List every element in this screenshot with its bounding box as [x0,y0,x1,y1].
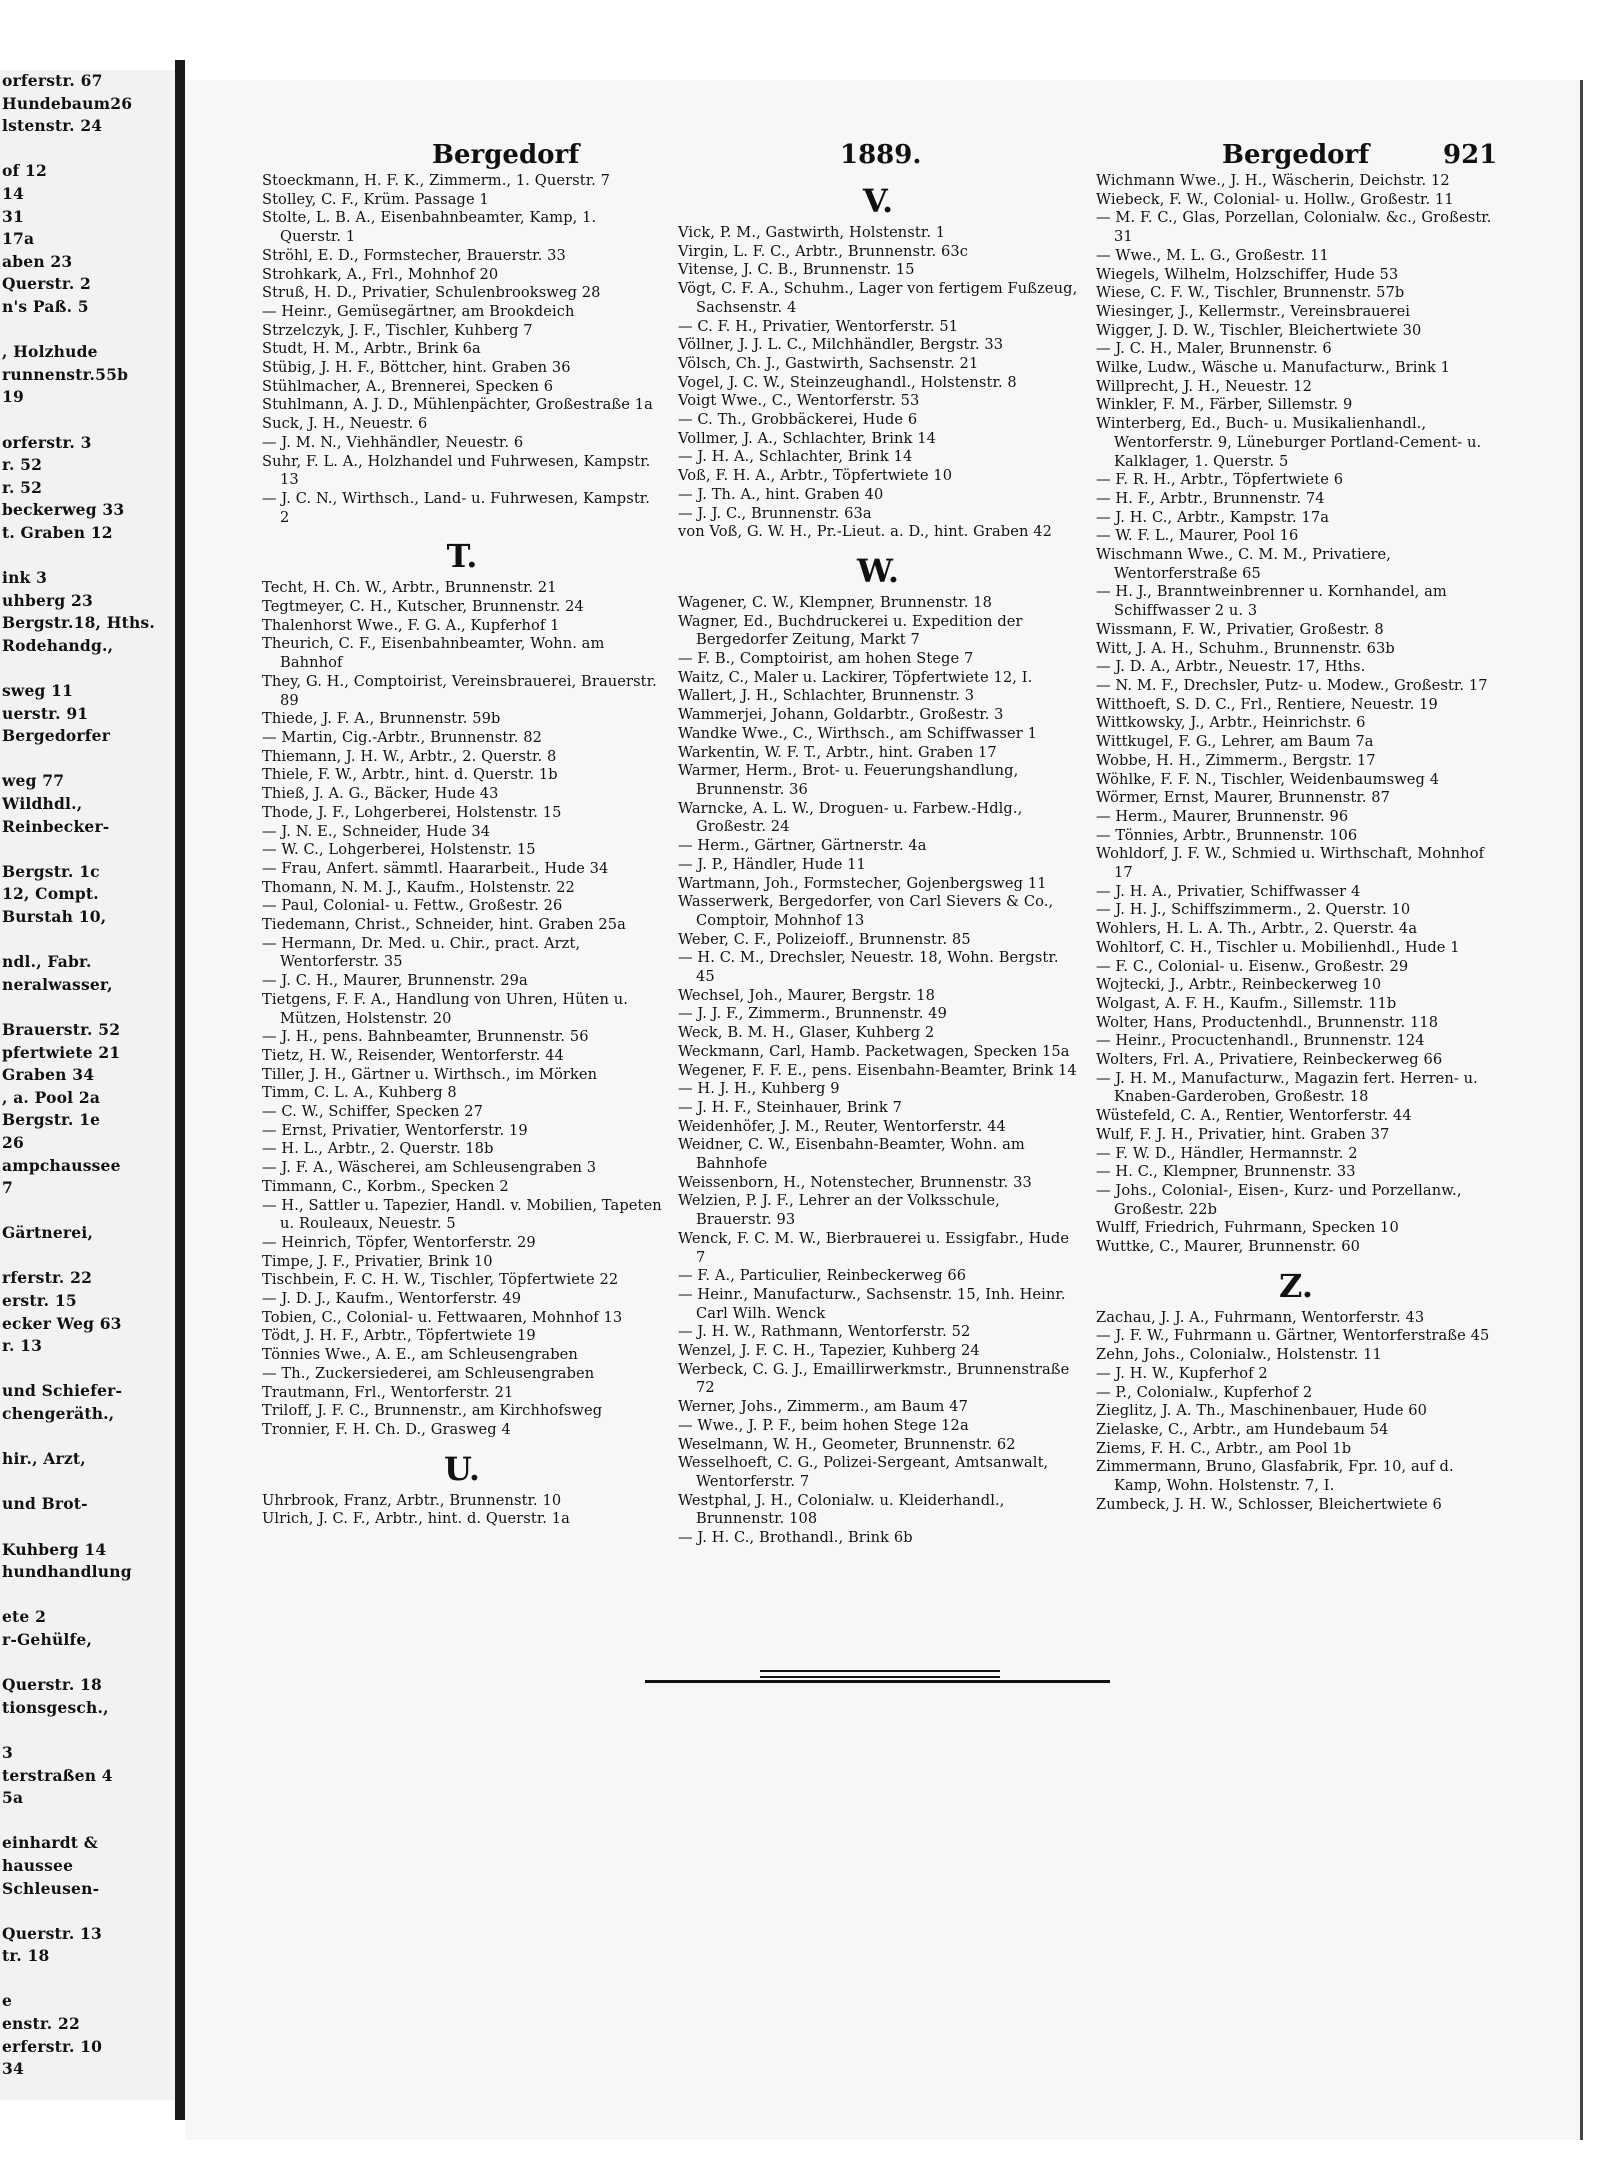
directory-entry: — M. F. C., Glas, Porzellan, Colonialw. &c., Großestr. 31 [1096,209,1492,246]
facing-page-line: hundhandlung [2,1562,132,1582]
directory-entry: Wüstefeld, C. A., Rentier, Wentorferstr. 44 [1096,1107,1412,1125]
directory-entry: Timm, C. L. A., Kuhberg 8 [262,1084,457,1102]
directory-entry: Weidenhöfer, J. M., Reuter, Wentorferstr. 44 [678,1117,1006,1135]
directory-entry: Welzien, P. J. F., Lehrer an der Volksschule, Brauerstr. 93 [678,1192,1000,1229]
facing-page-line [0,1584,175,1607]
directory-entry: — H. J. H., Kuhberg 9 [678,1080,840,1098]
directory-entry: Stübig, J. H. F., Böttcher, hint. Graben 36 [262,359,571,377]
facing-page-line [0,1471,175,1494]
facing-page-line: erferstr. 10 [2,2036,103,2056]
directory-entry: — Paul, Colonial- u. Fettw., Großestr. 26 [262,897,563,915]
header-place-right: Bergedorf [1222,140,1370,170]
directory-entry: — J. H. W., Kupferhof 2 [1096,1364,1268,1382]
facing-page-line: uerstr. 91 [2,703,89,723]
directory-entry: Tietgens, F. F. A., Handlung von Uhren, Hüten u. Mützen, Holstenstr. 20 [262,990,628,1027]
facing-page-line: tr. 18 [2,1946,50,1966]
directory-entry: — J. H. F., Steinhauer, Brink 7 [678,1098,902,1116]
section-letter: T. [446,537,478,576]
directory-entry: Ziems, F. H. C., Arbtr., am Pool 1b [1096,1439,1352,1457]
facing-page-line: uhberg 23 [2,590,94,610]
facing-page-line: 26 [2,1132,24,1152]
facing-page-line: 5a [2,1788,24,1808]
facing-page-line: orferstr. 67 [2,71,103,90]
facing-page-line: Brauerstr. 52 [2,1019,121,1039]
directory-entry: — J. M. N., Viehhändler, Neuestr. 6 [262,433,524,451]
directory-entry: — H. F., Arbtr., Brunnenstr. 74 [1096,489,1325,507]
facing-page-line: Querstr. 18 [2,1675,102,1695]
directory-entry: Tönnies Wwe., A. E., am Schleusengraben [262,1346,578,1364]
directory-entry: Wiese, C. F. W., Tischler, Brunnenstr. 57b [1096,284,1405,302]
facing-page-line: terstraßen 4 [2,1765,113,1785]
directory-entry: Zachau, J. J. A., Fuhrmann, Wentorferstr. 43 [1096,1308,1425,1326]
facing-page-line: Reinbecker- [2,816,110,836]
directory-entry: Tödt, J. H. F., Arbtr., Töpfertwiete 19 [262,1327,536,1345]
directory-entry: — Heinr., Manufacturw., Sachsenstr. 15, Inh. Heinr. Carl Wilh. Wenck [678,1285,1066,1322]
section-letter: V. [862,182,894,220]
directory-entry: — J. H., pens. Bahnbeamter, Brunnenstr. 56 [262,1028,589,1046]
facing-page-line: 12, Compt. [2,884,99,904]
directory-entry: — F. B., Comptoirist, am hohen Stege 7 [678,650,974,668]
directory-entry: Wigger, J. D. W., Tischler, Bleichertwiete 30 [1096,321,1422,339]
directory-entry: Thiemann, J. H. W., Arbtr., 2. Querstr. 8 [262,747,557,765]
directory-entry: Wolgast, A. F. H., Kaufm., Sillemstr. 11b [1096,994,1397,1012]
section-letter: Z. [1279,1266,1313,1305]
directory-entry: Trautmann, Frl., Wentorferstr. 21 [262,1383,514,1401]
directory-entry: Warmer, Herm., Brot- u. Feuerungshandlung, Brunnenstr. 36 [678,762,1019,798]
directory-entry: — P., Colonialw., Kupferhof 2 [1096,1383,1313,1401]
directory-column-2 [678,172,1078,1548]
directory-entry: Thiele, F. W., Arbtr., hint. d. Querstr. 1b [262,766,558,784]
directory-entry: Völlner, J. J. L. C., Milchhändler, Bergstr. 33 [678,336,1004,354]
facing-page-line: Gärtnerei, [2,1223,94,1243]
directory-entry: Weselmann, W. H., Geometer, Brunnenstr. 62 [678,1435,1016,1453]
directory-entry: Stolley, C. F., Krüm. Passage 1 [262,190,489,208]
facing-page-line: 19 [2,387,24,407]
facing-page-line: Querstr. 13 [2,1923,102,1943]
directory-entry: — C. W., Schiffer, Specken 27 [262,1103,483,1121]
directory-entry: Waitz, C., Maler u. Lackirer, Töpfertwiete 12, I. [678,668,1033,686]
facing-page-line: beckerweg 33 [2,500,125,520]
directory-entry: Ulrich, J. C. F., Arbtr., hint. d. Querstr. 1a [262,1510,570,1528]
facing-page-line: und Brot- [2,1494,88,1514]
directory-entry: Wammerjei, Johann, Goldarbtr., Großestr. 3 [678,706,1004,724]
facing-page-line: chengeräth., [2,1404,115,1424]
directory-entry: — Ernst, Privatier, Wentorferstr. 19 [262,1121,528,1139]
directory-entry: — W. C., Lohgerberei, Holstenstr. 15 [262,841,536,859]
facing-page-line: ecker Weg 63 [2,1313,122,1333]
directory-entry: — F. R. H., Arbtr., Töpfertwiete 6 [1096,471,1344,489]
directory-entry: Theurich, C. F., Eisenbahnbeamter, Wohn. am Bahnhof [262,635,605,672]
facing-page-line: e [2,1991,13,2011]
directory-entry: — Wwe., M. L. G., Großestr. 11 [1096,246,1329,264]
facing-page-line [0,1516,175,1539]
directory-entry: Wilke, Ludw., Wäsche u. Manufacturw., Brink 1 [1096,359,1451,377]
section-letter: U. [443,1449,481,1488]
directory-entry: Wolters, Frl. A., Privatiere, Reinbeckerweg 66 [1096,1051,1443,1069]
end-rule [645,1680,1110,1683]
directory-entry: Warkentin, W. F. T., Arbtr., hint. Graben 17 [678,743,997,761]
directory-entry: Werner, Johs., Zimmerm., am Baum 47 [678,1398,968,1416]
directory-entry: Wohldorf, J. F. W., Schmied u. Wirthschaft, Mohnhof 17 [1096,845,1485,882]
directory-entry: Weissenborn, H., Notenstecher, Brunnenstr. 33 [678,1173,1032,1191]
directory-entry: — J. C. H., Maler, Brunnenstr. 6 [1096,340,1332,358]
facing-page-line: t. Graben 12 [2,522,113,542]
directory-entry: Strzelczyk, J. F., Tischler, Kuhberg 7 [262,321,533,339]
facing-page-line: r. 52 [2,477,43,497]
directory-entry: Suck, J. H., Neuestr. 6 [262,415,428,433]
directory-entry: — J. C. H., Maurer, Brunnenstr. 29a [262,972,528,990]
directory-entry: — J. H. J., Schiffszimmerm., 2. Querstr. 10 [1096,901,1411,919]
facing-page-line: hir., Arzt, [2,1449,86,1469]
directory-entry: Willprecht, J. H., Neuestr. 12 [1096,377,1313,395]
directory-entry: Vitense, J. C. B., Brunnenstr. 15 [678,261,915,279]
directory-entry: Vick, P. M., Gastwirth, Holstenstr. 1 [678,224,946,241]
directory-entry: Ströhl, E. D., Formstecher, Brauerstr. 33 [262,246,566,264]
facing-page-line: Hundebaum26 [2,93,133,113]
facing-page-line [0,1200,175,1223]
book-gutter [175,60,185,2120]
directory-entry: Wittkugel, F. G., Lehrer, am Baum 7a [1096,733,1374,751]
facing-page-line: n's Paß. 5 [2,296,89,316]
facing-page-line: ampchaussee [2,1155,121,1175]
facing-page-line: 3 [2,1742,13,1762]
directory-entry: Thieß, J. A. G., Bäcker, Hude 43 [262,785,499,803]
directory-entry: Thalenhorst Wwe., F. G. A., Kupferhof 1 [262,616,560,634]
facing-page-line: Bergstr. 1c [2,861,100,881]
facing-page-line: Bergstr. 1e [2,1110,101,1130]
facing-page-line [0,1968,175,1991]
directory-entry: Werbeck, C. G. J., Emaillirwerkmstr., Brunnenstraße 72 [678,1360,1070,1397]
directory-entry: Wagener, C. W., Klempner, Brunnenstr. 18 [678,593,992,611]
directory-entry: — F. C., Colonial- u. Eisenw., Großestr. 29 [1096,957,1409,975]
directory-entry: Wenck, F. C. M. W., Bierbrauerei u. Essigfabr., Hude 7 [678,1229,1070,1266]
facing-page-line: Bergstr.18, Hths. [2,613,155,633]
directory-entry: Uhrbrook, Franz, Arbtr., Brunnenstr. 10 [262,1491,562,1509]
facing-page-line: 17a [2,229,35,249]
directory-entry: Tiller, J. H., Gärtner u. Wirthsch., im Mörken [262,1065,598,1083]
directory-entry: Zieglitz, J. A. Th., Maschinenbauer, Hude 60 [1096,1402,1428,1420]
directory-entry: — Johs., Colonial-, Eisen-, Kurz- und Porzellanw., Großestr. 22b [1096,1181,1462,1218]
facing-page-line: ink 3 [2,568,48,588]
directory-entry: — N. M. F., Drechsler, Putz- u. Modew., Großestr. 17 [1096,676,1488,694]
directory-entry: — Heinr., Gemüsegärtner, am Brookdeich [262,302,575,320]
directory-entry: — J. D. A., Arbtr., Neuestr. 17, Hths. [1096,658,1366,676]
directory-entry: — J. J. C., Brunnenstr. 63a [678,504,872,522]
facing-page-line [0,1358,175,1381]
directory-entry: Tiedemann, Christ., Schneider, hint. Graben 25a [262,916,626,934]
directory-entry: Thiede, J. F. A., Brunnenstr. 59b [262,710,501,728]
facing-page-line: Wildhdl., [2,794,83,813]
facing-page-line: 31 [2,206,24,226]
directory-entry: Techt, H. Ch. W., Arbtr., Brunnenstr. 21 [262,579,557,597]
directory-entry: — J. F. W., Fuhrmann u. Gärtner, Wentorferstraße 45 [1096,1327,1490,1345]
directory-entry: Zielaske, C., Arbtr., am Hundebaum 54 [1096,1421,1389,1438]
facing-page-line: r-Gehülfe, [2,1629,93,1649]
directory-entry: Virgin, L. F. C., Arbtr., Brunnenstr. 63c [678,242,969,260]
directory-entry: — W. F. L., Maurer, Pool 16 [1096,527,1299,545]
directory-entry: Suhr, F. L. A., Holzhandel und Fuhrwesen, Kampstr. 13 [262,452,651,489]
facing-page-line [0,748,175,771]
directory-entry: — Herm., Gärtner, Gärtnerstr. 4a [678,837,927,855]
directory-entry: Wallert, J. H., Schlachter, Brunnenstr. 3 [678,687,975,705]
directory-entry: — J. H. C., Brothandl., Brink 6b [678,1529,913,1547]
directory-entry: Völsch, Ch. J., Gastwirth, Sachsenstr. 21 [678,354,979,372]
directory-entry: Wuttke, C., Maurer, Brunnenstr. 60 [1096,1238,1361,1256]
facing-page-line: Graben 34 [2,1065,95,1085]
directory-entry: Tegtmeyer, C. H., Kutscher, Brunnenstr. 24 [262,598,584,616]
facing-page-line [0,996,175,1019]
directory-entry: Wohltorf, C. H., Tischler u. Mobilienhdl., Hude 1 [1096,938,1460,956]
directory-entry: — J. C. N., Wirthsch., Land- u. Fuhrwesen, Kampstr. 2 [262,489,650,526]
directory-entry: Wechsel, Joh., Maurer, Bergstr. 18 [678,986,935,1004]
directory-entry: — J. H. M., Manufacturw., Magazin fert. Herren- u. Knaben-Garderoben, Großestr. 18 [1096,1069,1478,1106]
directory-entry: — J. N. E., Schneider, Hude 34 [262,822,491,840]
facing-page-line [0,1719,175,1742]
directory-entry: Zumbeck, J. H. W., Schlosser, Bleichertwiete 6 [1096,1495,1442,1513]
facing-page-line: of 12 [2,161,47,181]
directory-entry: Winterberg, Ed., Buch- u. Musikalienhandl., Wentorferstr. 9, Lüneburger Portland-Cement- u. Kalklager, 1. Querstr. 5 [1096,415,1482,470]
facing-page-line: einhardt & [2,1833,98,1853]
directory-entry: — H. C. M., Drechsler, Neuestr. 18, Wohn. Bergstr. 45 [678,949,1059,986]
facing-page-line: aben 23 [2,251,73,271]
directory-entry: Wöhlke, F. F. N., Tischler, Weidenbaumsweg 4 [1096,770,1440,788]
directory-entry: Weck, B. M. H., Glaser, Kuhberg 2 [678,1024,935,1042]
header-place-left: Bergedorf [432,140,580,170]
section-letter: W. [856,551,900,590]
facing-page-line: sweg 11 [2,681,74,701]
directory-entry: Tischbein, F. C. H. W., Tischler, Töpfertwiete 22 [262,1271,619,1289]
directory-entry: Wulff, Friedrich, Fuhrmann, Specken 10 [1096,1219,1399,1237]
directory-entry: — Tönnies, Arbtr., Brunnenstr. 106 [1096,826,1358,844]
directory-entry: Stuhlmann, A. J. D., Mühlenpächter, Großestraße 1a [262,396,653,414]
directory-entry: Wegener, F. F. E., pens. Eisenbahn-Beamter, Brink 14 [678,1061,1077,1079]
facing-page-line: r. 52 [2,455,43,475]
directory-entry: — J. H. W., Rathmann, Wentorferstr. 52 [678,1323,971,1341]
directory-entry: Wiegels, Wilhelm, Holzschiffer, Hude 53 [1096,265,1399,283]
facing-page-line: weg 77 [2,771,65,791]
directory-entry: Strohkark, A., Frl., Mohnhof 20 [262,265,499,283]
directory-entry: Wichmann Wwe., J. H., Wäscherin, Deichstr. 12 [1096,172,1450,189]
facing-page-line: enstr. 22 [2,2014,80,2034]
facing-page-line: ete 2 [2,1607,47,1627]
directory-entry: Weckmann, Carl, Hamb. Packetwagen, Specken 15a [678,1042,1070,1060]
directory-entry: They, G. H., Comptoirist, Vereinsbrauerei, Brauerstr. 89 [262,672,657,709]
facing-page-line: tionsgesch., [2,1697,109,1717]
directory-entry: Wolter, Hans, Productenhdl., Brunnenstr. 118 [1096,1013,1439,1031]
facing-page-line [0,657,175,680]
directory-entry: Voß, F. H. A., Arbtr., Töpfertwiete 10 [678,467,953,485]
directory-entry: Winkler, F. M., Färber, Sillemstr. 9 [1096,396,1353,414]
directory-entry: — J. J. F., Zimmerm., Brunnenstr. 49 [678,1005,947,1023]
directory-entry: — J. H. A., Privatier, Schiffwasser 4 [1096,882,1361,900]
directory-entry: — F. W. D., Händler, Hermannstr. 2 [1096,1144,1358,1162]
facing-page-line [0,1652,175,1675]
header-year: 1889. [840,140,922,170]
directory-entry: Vögt, C. F. A., Schuhm., Lager von fertigem Fußzeug, Sachsenstr. 4 [678,280,1078,316]
directory-entry: Thomann, N. M. J., Kaufm., Holstenstr. 22 [262,878,575,896]
directory-entry: — F. A., Particulier, Reinbeckerweg 66 [678,1267,967,1285]
directory-entry: Zehn, Johs., Colonialw., Holstenstr. 11 [1096,1346,1382,1364]
facing-page-line [0,409,175,432]
facing-page-line: 7 [2,1178,13,1198]
facing-page-line: , Holzhude [2,342,98,362]
directory-column-1 [262,172,662,1529]
directory-entry: Studt, H. M., Arbtr., Brink 6a [262,340,481,358]
directory-entry: Triloff, J. F. C., Brunnenstr., am Kirchhofsweg [262,1402,603,1420]
facing-page-line [0,1810,175,1833]
end-rule-ornament [760,1670,1000,1678]
facing-page-line: Rodehandg., [2,635,114,655]
directory-entry: Vogel, J. C. W., Steinzeughandl., Holstenstr. 8 [678,373,1017,391]
facing-page-line: erstr. 15 [2,1291,77,1311]
directory-entry: Timpe, J. F., Privatier, Brink 10 [262,1252,493,1270]
directory-entry: Wiebeck, F. W., Colonial- u. Hollw., Großestr. 11 [1096,190,1454,208]
directory-entry: — H. J., Branntweinbrenner u. Kornhandel, am Schiffwasser 2 u. 3 [1096,583,1447,620]
directory-entry: — J. H. A., Schlachter, Brink 14 [678,448,913,466]
directory-entry: Wojtecki, J., Arbtr., Reinbeckerweg 10 [1096,976,1382,994]
directory-entry: Wartmann, Joh., Formstecher, Gojenbergsweg 11 [678,874,1047,892]
page-number: 921 [1443,140,1498,170]
directory-column-3 [1096,172,1496,1515]
directory-entry: Vollmer, J. A., Schlachter, Brink 14 [678,429,936,447]
directory-entry: — J. P., Händler, Hude 11 [678,855,866,873]
facing-page-line [0,1900,175,1923]
directory-entry: — J. H. C., Arbtr., Kampstr. 17a [1096,508,1330,526]
facing-page-line: lstenstr. 24 [2,116,103,136]
directory-entry: — Herm., Maurer, Brunnenstr. 96 [1096,807,1349,825]
directory-entry: Wörmer, Ernst, Maurer, Brunnenstr. 87 [1096,789,1391,807]
directory-entry: — Frau, Anfert. sämmtl. Haararbeit., Hude 34 [262,859,609,877]
facing-page-line: Schleusen- [2,1878,100,1898]
directory-entry: Thode, J. F., Lohgerberei, Holstenstr. 15 [262,803,562,821]
facing-page-line [0,1245,175,1268]
directory-entry: Wohlers, H. L. A. Th., Arbtr., 2. Querstr. 4a [1096,920,1418,938]
facing-page-line: neralwasser, [2,974,113,994]
directory-entry: Voigt Wwe., C., Wentorferstr. 53 [678,392,920,410]
directory-entry: Wenzel, J. F. C. H., Tapezier, Kuhberg 24 [678,1342,980,1360]
directory-entry: — J. F. A., Wäscherei, am Schleusengraben 3 [262,1159,597,1177]
directory-entry: Zimmermann, Bruno, Glasfabrik, Fpr. 10, auf d. Kamp, Wohn. Holstenstr. 7, I. [1096,1458,1454,1495]
directory-entry: Stühlmacher, A., Brennerei, Specken 6 [262,377,554,395]
facing-page-line: orferstr. 3 [2,432,92,452]
directory-entry: Witthoeft, S. D. C., Frl., Rentiere, Neuestr. 19 [1096,695,1438,713]
directory-entry: Tobien, C., Colonial- u. Fettwaaren, Mohnhof 13 [262,1308,623,1326]
directory-entry: Wissmann, F. W., Privatier, Großestr. 8 [1096,620,1384,638]
directory-entry: — H. C., Klempner, Brunnenstr. 33 [1096,1163,1356,1181]
directory-entry: Wobbe, H. H., Zimmerm., Bergstr. 17 [1096,751,1376,769]
directory-entry: Witt, J. A. H., Schuhm., Brunnenstr. 63b [1096,639,1395,657]
directory-entry: Warncke, A. L. W., Droguen- u. Farbew.-Hdlg., Großestr. 24 [678,799,1023,836]
directory-entry: — H., Sattler u. Tapezier, Handl. v. Mobilien, Tapeten u. Rouleaux, Neuestr. 5 [262,1196,662,1233]
directory-entry: Westphal, J. H., Colonialw. u. Kleiderhandl., Brunnenstr. 108 [678,1491,1005,1528]
facing-page-line: ndl., Fabr. [2,952,92,972]
facing-page-line: Querstr. 2 [2,274,92,294]
facing-page-line: 34 [2,2059,24,2079]
directory-entry: Wasserwerk, Bergedorfer, von Carl Sievers & Co., Comptoir, Mohnhof 13 [678,893,1054,929]
facing-page-line: pfertwiete 21 [2,1042,121,1062]
directory-entry: Stoeckmann, H. F. K., Zimmerm., 1. Querstr. 7 [262,172,611,189]
facing-page-line: runnenstr.55b [2,364,129,384]
directory-entry: Weber, C. F., Polizeioff., Brunnenstr. 85 [678,930,971,948]
directory-entry: — Heinr., Procuctenhandl., Brunnenstr. 124 [1096,1032,1425,1050]
facing-page-line [0,544,175,567]
directory-entry: Tietz, H. W., Reisender, Wentorferstr. 44 [262,1046,564,1064]
directory-entry: Wesselhoeft, C. G., Polizei-Sergeant, Amtsanwalt, Wentorferstr. 7 [678,1454,1049,1490]
directory-entry: Wagner, Ed., Buchdruckerei u. Expedition der Bergedorfer Zeitung, Markt 7 [678,612,1023,649]
facing-page-line [0,319,175,342]
facing-page-line: Bergedorfer [2,726,111,746]
directory-entry: Stolte, L. B. A., Eisenbahnbeamter, Kamp, 1. Querstr. 1 [262,209,597,246]
directory-entry: Struß, H. D., Privatier, Schulenbrooksweg 28 [262,284,601,302]
facing-page-line: rferstr. 22 [2,1268,93,1288]
directory-entry: — Heinrich, Töpfer, Wentorferstr. 29 [262,1233,536,1251]
directory-entry: — J. Th. A., hint. Graben 40 [678,485,884,503]
directory-entry: Weidner, C. W., Eisenbahn-Beamter, Wohn. am Bahnhofe [678,1136,1025,1173]
directory-entry: Wischmann Wwe., C. M. M., Privatiere, Wentorferstraße 65 [1096,546,1392,582]
directory-entry: — J. D. J., Kaufm., Wentorferstr. 49 [262,1290,522,1308]
facing-page-line [0,1426,175,1449]
directory-entry: — Hermann, Dr. Med. u. Chir., pract. Arzt, Wentorferstr. 35 [262,934,581,971]
directory-entry: — C. Th., Grobbäckerei, Hude 6 [678,411,918,429]
directory-entry: — Martin, Cig.-Arbtr., Brunnenstr. 82 [262,728,543,746]
facing-page-line: und Schiefer- [2,1381,123,1401]
directory-entry: Tronnier, F. H. Ch. D., Grasweg 4 [262,1421,511,1438]
facing-page-fragment [0,70,175,2100]
directory-entry: — C. F. H., Privatier, Wentorferstr. 51 [678,317,959,335]
directory-entry: Timmann, C., Korbm., Specken 2 [262,1177,509,1195]
facing-page-line: Burstah 10, [2,906,107,926]
facing-page-line [0,138,175,161]
directory-entry: — Wwe., J. P. F., beim hohen Stege 12a [678,1416,969,1434]
directory-entry: — H. L., Arbtr., 2. Querstr. 18b [262,1140,494,1158]
directory-entry: von Voß, G. W. H., Pr.-Lieut. a. D., hint. Graben 42 [678,523,1052,541]
facing-page-line: haussee [2,1855,74,1875]
directory-entry: Wandke Wwe., C., Wirthsch., am Schiffwasser 1 [678,724,1037,742]
facing-page-line: r. 13 [2,1336,43,1356]
facing-page-line [0,929,175,952]
directory-entry: Wiesinger, J., Kellermstr., Vereinsbrauerei [1096,302,1411,320]
directory-entry: Wulf, F. J. H., Privatier, hint. Graben 37 [1096,1125,1390,1143]
directory-entry: Wittkowsky, J., Arbtr., Heinrichstr. 6 [1096,714,1366,732]
directory-entry: — Th., Zuckersiederei, am Schleusengraben [262,1364,595,1382]
facing-page-line: , a. Pool 2a [2,1087,101,1107]
facing-page-line: 14 [2,183,24,203]
facing-page-line: Kuhberg 14 [2,1539,107,1559]
facing-page-line [0,838,175,861]
